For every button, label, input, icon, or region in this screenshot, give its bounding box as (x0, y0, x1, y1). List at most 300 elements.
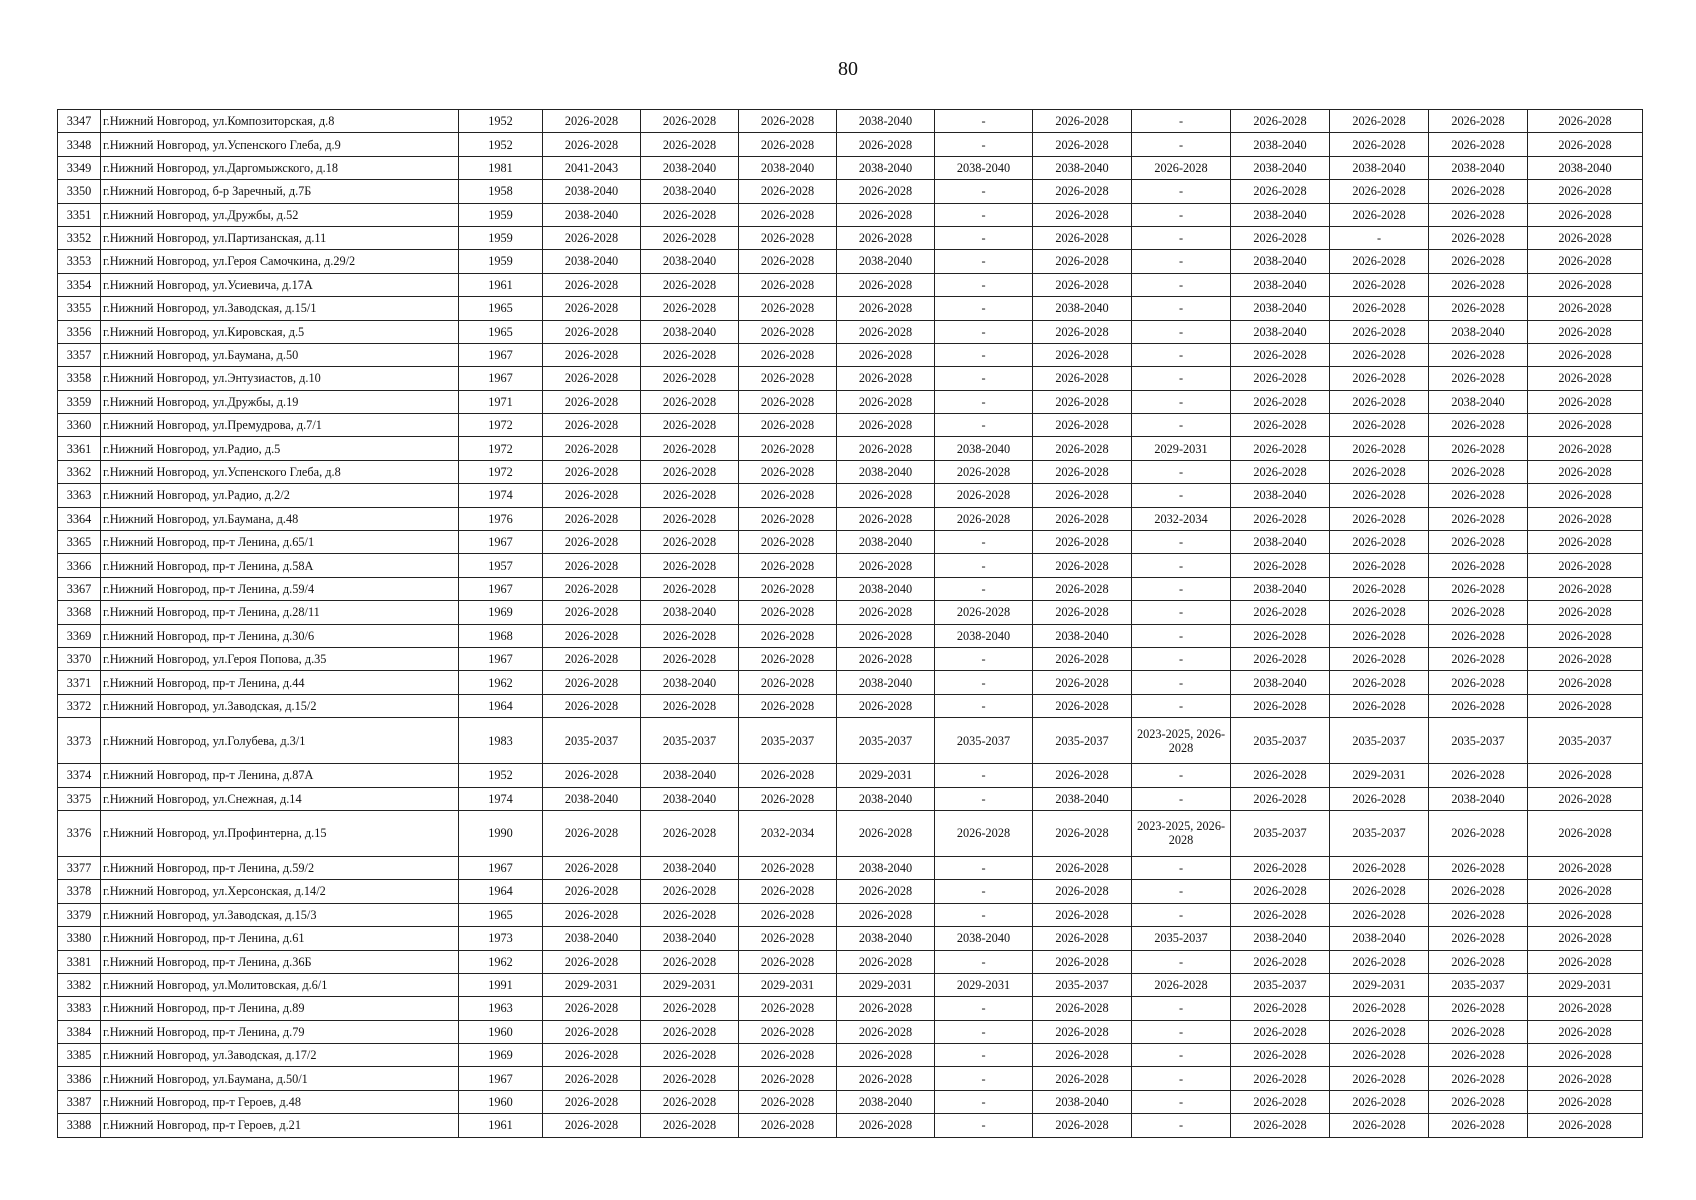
page-number: 80 (838, 58, 858, 80)
period-cell: 2026-2028 (1330, 1067, 1429, 1090)
period-cell: 2026-2028 (1528, 460, 1643, 483)
period-cell: 2026-2028 (1330, 531, 1429, 554)
period-cell: 2035-2037 (1429, 973, 1528, 996)
table-row (58, 601, 1643, 624)
period-cell: 2026-2028 (641, 1067, 739, 1090)
year-cell: 1967 (459, 1067, 543, 1090)
table-row (58, 414, 1643, 437)
period-cell: 2026-2028 (739, 297, 837, 320)
period-cell: 2035-2037 (837, 718, 935, 764)
period-cell: 2026-2028 (1528, 764, 1643, 787)
period-cell: 2026-2028 (1231, 110, 1330, 133)
period-cell: 2026-2028 (1429, 414, 1528, 437)
period-cell: 2026-2028 (1528, 950, 1643, 973)
period-cell: 2026-2028 (1429, 601, 1528, 624)
address-cell: г.Нижний Новгород, ул.Даргомыжского, д.18 (101, 156, 459, 179)
period-cell: 2026-2028 (641, 203, 739, 226)
period-cell: 2026-2028 (1033, 531, 1132, 554)
period-cell: 2026-2028 (739, 460, 837, 483)
row-number-cell: 3364 (58, 507, 101, 530)
period-cell: 2026-2028 (837, 601, 935, 624)
period-cell: - (935, 250, 1033, 273)
address-cell: г.Нижний Новгород, пр-т Героев, д.48 (101, 1090, 459, 1113)
period-cell: 2026-2028 (1033, 1114, 1132, 1137)
period-cell: - (1132, 343, 1231, 366)
period-cell: 2026-2028 (641, 110, 739, 133)
period-cell: 2038-2040 (641, 856, 739, 879)
period-cell: 2026-2028 (935, 484, 1033, 507)
period-cell: 2038-2040 (1033, 156, 1132, 179)
period-cell: 2029-2031 (837, 764, 935, 787)
year-cell: 1964 (459, 694, 543, 717)
period-cell: 2026-2028 (1330, 787, 1429, 810)
period-cell: 2026-2028 (837, 180, 935, 203)
year-cell: 1972 (459, 437, 543, 460)
address-cell: г.Нижний Новгород, ул.Успенского Глеба, д.9 (101, 133, 459, 156)
row-number-cell: 3372 (58, 694, 101, 717)
period-cell: 2026-2028 (837, 390, 935, 413)
period-cell: 2038-2040 (935, 156, 1033, 179)
period-cell: 2038-2040 (1330, 156, 1429, 179)
year-cell: 1969 (459, 1044, 543, 1067)
period-cell: - (935, 764, 1033, 787)
period-cell: 2026-2028 (1528, 437, 1643, 460)
period-cell: 2035-2037 (1429, 718, 1528, 764)
address-cell: г.Нижний Новгород, ул.Дружбы, д.19 (101, 390, 459, 413)
period-cell: 2026-2028 (1528, 507, 1643, 530)
period-cell: 2026-2028 (1231, 1090, 1330, 1113)
period-cell: 2026-2028 (1330, 624, 1429, 647)
period-cell: 2026-2028 (1033, 903, 1132, 926)
address-cell: г.Нижний Новгород, пр-т Ленина, д.87А (101, 764, 459, 787)
period-cell: 2026-2028 (1033, 133, 1132, 156)
period-cell: 2026-2028 (1330, 460, 1429, 483)
year-cell: 1952 (459, 110, 543, 133)
period-cell: 2026-2028 (1429, 764, 1528, 787)
period-cell: 2026-2028 (1528, 810, 1643, 856)
period-cell: 2026-2028 (1033, 810, 1132, 856)
period-cell: 2026-2028 (543, 601, 641, 624)
table-row (58, 856, 1643, 879)
period-cell: 2026-2028 (1330, 414, 1429, 437)
table-row (58, 694, 1643, 717)
period-cell: 2026-2028 (935, 601, 1033, 624)
table-row (58, 484, 1643, 507)
period-cell: 2026-2028 (543, 577, 641, 600)
period-cell: 2026-2028 (1429, 437, 1528, 460)
period-cell: 2026-2028 (1231, 950, 1330, 973)
period-cell: 2026-2028 (641, 903, 739, 926)
period-cell: 2026-2028 (1429, 133, 1528, 156)
period-cell: 2026-2028 (543, 484, 641, 507)
address-cell: г.Нижний Новгород, ул.Радио, д.2/2 (101, 484, 459, 507)
period-cell: 2026-2028 (1231, 647, 1330, 670)
period-cell: 2026-2028 (641, 624, 739, 647)
period-cell: 2023-2025, 2026-2028 (1132, 718, 1231, 764)
period-cell: 2026-2028 (1033, 484, 1132, 507)
period-cell: 2026-2028 (1033, 414, 1132, 437)
year-cell: 1972 (459, 414, 543, 437)
table-row (58, 927, 1643, 950)
period-cell: - (935, 671, 1033, 694)
year-cell: 1981 (459, 156, 543, 179)
period-cell: 2026-2028 (543, 1020, 641, 1043)
period-cell: - (935, 273, 1033, 296)
period-cell: 2026-2028 (1528, 367, 1643, 390)
address-cell: г.Нижний Новгород, пр-т Ленина, д.79 (101, 1020, 459, 1043)
year-cell: 1960 (459, 1090, 543, 1113)
table-row (58, 133, 1643, 156)
period-cell: 2026-2028 (1330, 1044, 1429, 1067)
period-cell: 2026-2028 (1330, 671, 1429, 694)
period-cell: - (935, 950, 1033, 973)
year-cell: 1967 (459, 367, 543, 390)
period-cell: 2035-2037 (739, 718, 837, 764)
period-cell: 2038-2040 (1231, 250, 1330, 273)
address-cell: г.Нижний Новгород, пр-т Ленина, д.59/4 (101, 577, 459, 600)
period-cell: 2026-2028 (543, 343, 641, 366)
period-cell: 2026-2028 (1330, 133, 1429, 156)
row-number-cell: 3374 (58, 764, 101, 787)
period-cell: 2026-2028 (1528, 226, 1643, 249)
row-number-cell: 3366 (58, 554, 101, 577)
period-cell: 2026-2028 (1033, 927, 1132, 950)
period-cell: 2026-2028 (543, 460, 641, 483)
period-cell: 2038-2040 (543, 250, 641, 273)
period-cell: 2026-2028 (837, 414, 935, 437)
table-row (58, 718, 1643, 764)
period-cell: 2026-2028 (543, 226, 641, 249)
table-row (58, 880, 1643, 903)
row-number-cell: 3360 (58, 414, 101, 437)
period-cell: 2026-2028 (641, 531, 739, 554)
period-cell: 2026-2028 (1330, 110, 1429, 133)
period-cell: 2038-2040 (1231, 203, 1330, 226)
period-cell: 2026-2028 (1528, 414, 1643, 437)
table-row (58, 273, 1643, 296)
period-cell: 2026-2028 (543, 671, 641, 694)
period-cell: 2026-2028 (1330, 554, 1429, 577)
period-cell: 2026-2028 (739, 950, 837, 973)
period-cell: 2026-2028 (1528, 180, 1643, 203)
table-row (58, 554, 1643, 577)
period-cell: 2026-2028 (543, 810, 641, 856)
period-cell: 2029-2031 (739, 973, 837, 996)
table-row (58, 507, 1643, 530)
period-cell: 2026-2028 (1429, 203, 1528, 226)
period-cell: 2038-2040 (641, 671, 739, 694)
period-cell: 2026-2028 (1330, 507, 1429, 530)
period-cell: 2026-2028 (1033, 180, 1132, 203)
row-number-cell: 3380 (58, 927, 101, 950)
period-cell: 2026-2028 (837, 624, 935, 647)
period-cell: 2026-2028 (837, 950, 935, 973)
period-cell: 2026-2028 (1330, 297, 1429, 320)
period-cell: - (1132, 671, 1231, 694)
period-cell: 2026-2028 (1231, 460, 1330, 483)
year-cell: 1965 (459, 320, 543, 343)
row-number-cell: 3371 (58, 671, 101, 694)
period-cell: 2026-2028 (1528, 856, 1643, 879)
period-cell: 2026-2028 (1429, 1114, 1528, 1137)
period-cell: 2026-2028 (641, 810, 739, 856)
period-cell: 2026-2028 (1231, 414, 1330, 437)
period-cell: 2026-2028 (1033, 1020, 1132, 1043)
period-cell: 2026-2028 (1429, 1067, 1528, 1090)
period-cell: 2038-2040 (543, 180, 641, 203)
address-cell: г.Нижний Новгород, ул.Дружбы, д.52 (101, 203, 459, 226)
address-cell: г.Нижний Новгород, ул.Баумана, д.50 (101, 343, 459, 366)
period-cell: 2026-2028 (1033, 390, 1132, 413)
period-cell: 2038-2040 (739, 156, 837, 179)
year-cell: 1967 (459, 531, 543, 554)
period-cell: - (935, 297, 1033, 320)
period-cell: 2026-2028 (641, 647, 739, 670)
period-cell: 2026-2028 (739, 1067, 837, 1090)
period-cell: 2026-2028 (1330, 1114, 1429, 1137)
address-cell: г.Нижний Новгород, ул.Заводская, д.15/2 (101, 694, 459, 717)
period-cell: 2026-2028 (543, 903, 641, 926)
period-cell: 2038-2040 (837, 531, 935, 554)
period-cell: - (935, 1114, 1033, 1137)
address-cell: г.Нижний Новгород, пр-т Героев, д.21 (101, 1114, 459, 1137)
address-cell: г.Нижний Новгород, ул.Заводская, д.15/3 (101, 903, 459, 926)
period-cell: 2026-2028 (641, 297, 739, 320)
period-cell: 2026-2028 (739, 1020, 837, 1043)
address-cell: г.Нижний Новгород, пр-т Ленина, д.44 (101, 671, 459, 694)
row-number-cell: 3356 (58, 320, 101, 343)
year-cell: 1960 (459, 1020, 543, 1043)
period-cell: 2026-2028 (1033, 1067, 1132, 1090)
row-number-cell: 3347 (58, 110, 101, 133)
address-cell: г.Нижний Новгород, ул.Усиевича, д.17А (101, 273, 459, 296)
period-cell: 2026-2028 (739, 203, 837, 226)
period-cell: 2035-2037 (1132, 927, 1231, 950)
period-cell: 2038-2040 (1429, 320, 1528, 343)
period-cell: 2026-2028 (641, 1114, 739, 1137)
year-cell: 1958 (459, 180, 543, 203)
period-cell: 2038-2040 (837, 460, 935, 483)
period-cell: - (935, 390, 1033, 413)
period-cell: 2026-2028 (641, 273, 739, 296)
row-number-cell: 3379 (58, 903, 101, 926)
period-cell: 2029-2031 (1330, 764, 1429, 787)
period-cell: 2026-2028 (543, 880, 641, 903)
period-cell: 2026-2028 (739, 554, 837, 577)
period-cell: 2026-2028 (837, 694, 935, 717)
period-cell: 2026-2028 (1033, 226, 1132, 249)
period-cell: - (1132, 647, 1231, 670)
period-cell: 2026-2028 (1528, 647, 1643, 670)
period-cell: - (935, 1044, 1033, 1067)
period-cell: 2026-2028 (543, 507, 641, 530)
period-cell: - (1132, 203, 1231, 226)
period-cell: 2026-2028 (1033, 110, 1132, 133)
period-cell: 2038-2040 (1231, 320, 1330, 343)
period-cell: 2026-2028 (1231, 1044, 1330, 1067)
period-cell: 2026-2028 (641, 577, 739, 600)
period-cell: 2026-2028 (1528, 297, 1643, 320)
period-cell: 2026-2028 (543, 1090, 641, 1113)
period-cell: - (935, 787, 1033, 810)
period-cell: - (1132, 273, 1231, 296)
period-cell: 2026-2028 (739, 927, 837, 950)
period-cell: 2026-2028 (1231, 180, 1330, 203)
period-cell: 2026-2028 (739, 343, 837, 366)
period-cell: 2026-2028 (1330, 694, 1429, 717)
period-cell: 2026-2028 (1330, 343, 1429, 366)
year-cell: 1961 (459, 1114, 543, 1137)
period-cell: 2038-2040 (837, 577, 935, 600)
period-cell: 2026-2028 (1033, 694, 1132, 717)
address-cell: г.Нижний Новгород, ул.Молитовская, д.6/1 (101, 973, 459, 996)
period-cell: 2038-2040 (1528, 156, 1643, 179)
period-cell: 2038-2040 (1231, 927, 1330, 950)
year-cell: 1952 (459, 133, 543, 156)
year-cell: 1963 (459, 997, 543, 1020)
address-cell: г.Нижний Новгород, ул.Радио, д.5 (101, 437, 459, 460)
period-cell: 2038-2040 (837, 671, 935, 694)
period-cell: - (1132, 390, 1231, 413)
period-cell: - (1132, 297, 1231, 320)
period-cell: 2026-2028 (1528, 1020, 1643, 1043)
table-row (58, 1020, 1643, 1043)
period-cell: 2026-2028 (739, 133, 837, 156)
period-cell: 2026-2028 (739, 903, 837, 926)
period-cell: - (1132, 577, 1231, 600)
period-cell: 2026-2028 (739, 484, 837, 507)
period-cell: - (1132, 367, 1231, 390)
period-cell: 2026-2028 (641, 437, 739, 460)
period-cell: 2026-2028 (1231, 554, 1330, 577)
period-cell: - (1132, 1020, 1231, 1043)
table-row (58, 297, 1643, 320)
period-cell: 2026-2028 (739, 1044, 837, 1067)
period-cell: 2026-2028 (1330, 997, 1429, 1020)
period-cell: 2026-2028 (1231, 226, 1330, 249)
period-cell: 2026-2028 (543, 1067, 641, 1090)
period-cell: 2026-2028 (1330, 647, 1429, 670)
period-cell: 2026-2028 (837, 1067, 935, 1090)
address-cell: г.Нижний Новгород, ул.Баумана, д.50/1 (101, 1067, 459, 1090)
period-cell: 2038-2040 (1429, 156, 1528, 179)
period-cell: 2038-2040 (543, 927, 641, 950)
period-cell: 2038-2040 (641, 156, 739, 179)
period-cell: 2026-2028 (837, 997, 935, 1020)
period-cell: - (1132, 110, 1231, 133)
table-row (58, 1067, 1643, 1090)
period-cell: 2026-2028 (739, 1114, 837, 1137)
table-row (58, 973, 1643, 996)
period-cell: 2026-2028 (837, 203, 935, 226)
period-cell: 2026-2028 (1429, 226, 1528, 249)
period-cell: 2026-2028 (543, 133, 641, 156)
table-row (58, 180, 1643, 203)
period-cell: 2026-2028 (837, 554, 935, 577)
period-cell: 2026-2028 (543, 647, 641, 670)
period-cell: 2026-2028 (837, 437, 935, 460)
row-number-cell: 3349 (58, 156, 101, 179)
period-cell: 2026-2028 (739, 764, 837, 787)
period-cell: - (1132, 880, 1231, 903)
period-cell: 2026-2028 (1033, 671, 1132, 694)
period-cell: - (1132, 531, 1231, 554)
period-cell: 2029-2031 (935, 973, 1033, 996)
period-cell: 2026-2028 (543, 437, 641, 460)
period-cell: 2038-2040 (1231, 577, 1330, 600)
period-cell: 2026-2028 (1033, 647, 1132, 670)
period-cell: 2029-2031 (1528, 973, 1643, 996)
period-cell: 2026-2028 (641, 694, 739, 717)
year-cell: 1959 (459, 203, 543, 226)
address-cell: г.Нижний Новгород, пр-т Ленина, д.59/2 (101, 856, 459, 879)
period-cell: 2026-2028 (1330, 950, 1429, 973)
period-cell: 2026-2028 (739, 997, 837, 1020)
row-number-cell: 3377 (58, 856, 101, 879)
period-cell: 2026-2028 (641, 484, 739, 507)
period-cell: - (935, 577, 1033, 600)
period-cell: 2026-2028 (739, 577, 837, 600)
period-cell: 2029-2031 (543, 973, 641, 996)
period-cell: - (1132, 414, 1231, 437)
period-cell: 2038-2040 (1231, 273, 1330, 296)
address-cell: г.Нижний Новгород, ул.Героя Самочкина, д.29/2 (101, 250, 459, 273)
period-cell: 2026-2028 (739, 390, 837, 413)
period-cell: 2026-2028 (837, 133, 935, 156)
period-cell: 2038-2040 (543, 787, 641, 810)
period-cell: 2026-2028 (739, 110, 837, 133)
period-cell: 2026-2028 (641, 507, 739, 530)
address-cell: г.Нижний Новгород, пр-т Ленина, д.28/11 (101, 601, 459, 624)
period-cell: 2026-2028 (1429, 856, 1528, 879)
period-cell: 2026-2028 (739, 531, 837, 554)
period-cell: 2026-2028 (837, 484, 935, 507)
period-cell: 2026-2028 (739, 880, 837, 903)
period-cell: 2026-2028 (739, 226, 837, 249)
table-row (58, 320, 1643, 343)
table-row (58, 1090, 1643, 1113)
period-cell: 2026-2028 (1231, 367, 1330, 390)
table-row (58, 110, 1643, 133)
period-cell: 2026-2028 (1429, 1090, 1528, 1113)
period-cell: 2026-2028 (641, 1090, 739, 1113)
period-cell: 2038-2040 (641, 787, 739, 810)
period-cell: 2026-2028 (1528, 484, 1643, 507)
period-cell: 2038-2040 (837, 1090, 935, 1113)
period-cell: 2026-2028 (1231, 880, 1330, 903)
row-number-cell: 3362 (58, 460, 101, 483)
table-row (58, 787, 1643, 810)
table-row (58, 1114, 1643, 1137)
period-cell: 2026-2028 (641, 133, 739, 156)
period-cell: 2026-2028 (1132, 973, 1231, 996)
registry-table (57, 109, 1643, 1138)
row-number-cell: 3367 (58, 577, 101, 600)
period-cell: - (1132, 764, 1231, 787)
period-cell: - (935, 554, 1033, 577)
period-cell: 2038-2040 (1429, 787, 1528, 810)
period-cell: 2026-2028 (837, 647, 935, 670)
period-cell: 2026-2028 (739, 1090, 837, 1113)
period-cell: 2035-2037 (1231, 973, 1330, 996)
table-row (58, 437, 1643, 460)
period-cell: - (935, 367, 1033, 390)
period-cell: - (1132, 694, 1231, 717)
row-number-cell: 3388 (58, 1114, 101, 1137)
period-cell: 2038-2040 (837, 927, 935, 950)
period-cell: 2026-2028 (739, 414, 837, 437)
period-cell: 2026-2028 (837, 903, 935, 926)
